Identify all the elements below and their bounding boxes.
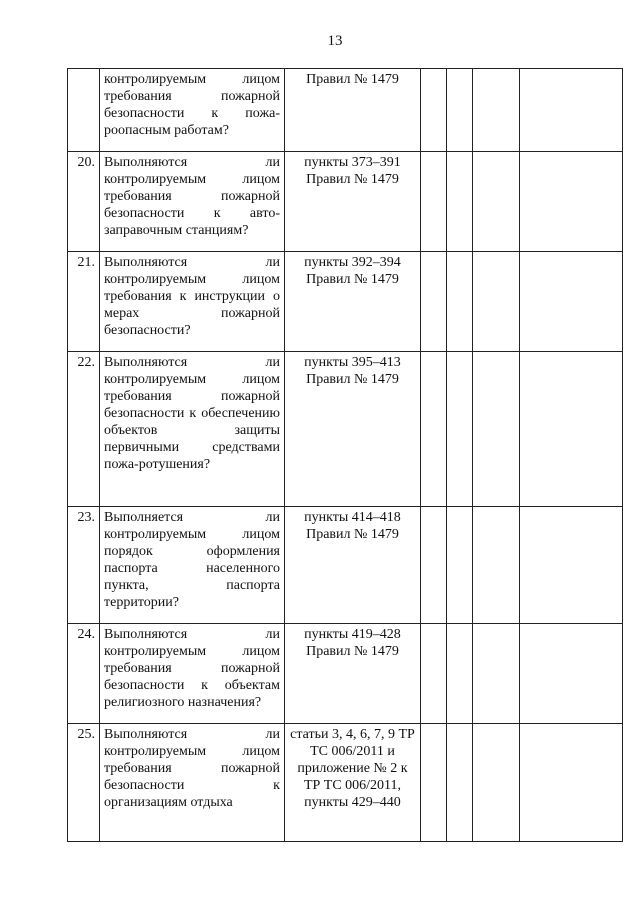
- note-cell: [520, 724, 623, 842]
- reference-text: пункты 414–418 Правил № 1479: [285, 507, 421, 624]
- row-number: [68, 69, 100, 152]
- table-row: [68, 69, 623, 152]
- row-number: 20.: [68, 152, 100, 252]
- note-cell: [520, 152, 623, 252]
- answer-na-cell: [473, 624, 520, 724]
- answer-no-cell: [447, 252, 473, 352]
- answer-no-cell: [447, 352, 473, 507]
- table-row: [68, 507, 623, 624]
- question-text: Выполняются ли контролируемым лицом требования пожарной безопасности к авто-заправочным станциям?: [100, 152, 285, 252]
- checklist-table: [67, 68, 623, 842]
- table-row: [68, 152, 623, 252]
- answer-no-cell: [447, 69, 473, 152]
- table-row: [68, 724, 623, 842]
- reference-text: Правил № 1479: [285, 69, 421, 152]
- answer-no-cell: [447, 152, 473, 252]
- reference-text: статьи 3, 4, 6, 7, 9 ТР ТС 006/2011 и приложение № 2 к ТР ТС 006/2011, пункты 429–440: [285, 724, 421, 842]
- note-cell: [520, 624, 623, 724]
- answer-na-cell: [473, 724, 520, 842]
- note-cell: [520, 252, 623, 352]
- answer-no-cell: [447, 724, 473, 842]
- answer-na-cell: [473, 352, 520, 507]
- table-row: [68, 352, 623, 507]
- answer-no-cell: [447, 507, 473, 624]
- question-text: Выполняются ли контролируемым лицом требования пожарной безопасности к объектам религиозного назначения?: [100, 624, 285, 724]
- row-number: 21.: [68, 252, 100, 352]
- answer-yes-cell: [421, 352, 447, 507]
- answer-yes-cell: [421, 624, 447, 724]
- note-cell: [520, 69, 623, 152]
- question-text: Выполняется ли контролируемым лицом порядок оформления паспорта населенного пункта, паспорта территории?: [100, 507, 285, 624]
- row-number: 22.: [68, 352, 100, 507]
- answer-yes-cell: [421, 252, 447, 352]
- note-cell: [520, 507, 623, 624]
- answer-na-cell: [473, 69, 520, 152]
- question-text: Выполняются ли контролируемым лицом требования к инструкции о мерах пожарной безопасности?: [100, 252, 285, 352]
- answer-yes-cell: [421, 724, 447, 842]
- answer-na-cell: [473, 152, 520, 252]
- row-number: 23.: [68, 507, 100, 624]
- table-row: [68, 624, 623, 724]
- row-number: 25.: [68, 724, 100, 842]
- question-text: Выполняются ли контролируемым лицом требования пожарной безопасности к организациям отдыха: [100, 724, 285, 842]
- row-number: 24.: [68, 624, 100, 724]
- page-number: 13: [327, 33, 343, 49]
- answer-no-cell: [447, 624, 473, 724]
- reference-text: пункты 395–413 Правил № 1479: [285, 352, 421, 507]
- answer-na-cell: [473, 252, 520, 352]
- answer-yes-cell: [421, 69, 447, 152]
- answer-yes-cell: [421, 152, 447, 252]
- question-text: контролируемым лицом требования пожарной безопасности к пожа-роопасным работам?: [100, 69, 285, 152]
- reference-text: пункты 373–391 Правил № 1479: [285, 152, 421, 252]
- reference-text: пункты 419–428 Правил № 1479: [285, 624, 421, 724]
- answer-na-cell: [473, 507, 520, 624]
- reference-text: пункты 392–394 Правил № 1479: [285, 252, 421, 352]
- question-text: Выполняются ли контролируемым лицом требования пожарной безопасности к обеспечению объектов защиты первичными средствами пожа-ротушения?: [100, 352, 285, 507]
- answer-yes-cell: [421, 507, 447, 624]
- table-row: [68, 252, 623, 352]
- note-cell: [520, 352, 623, 507]
